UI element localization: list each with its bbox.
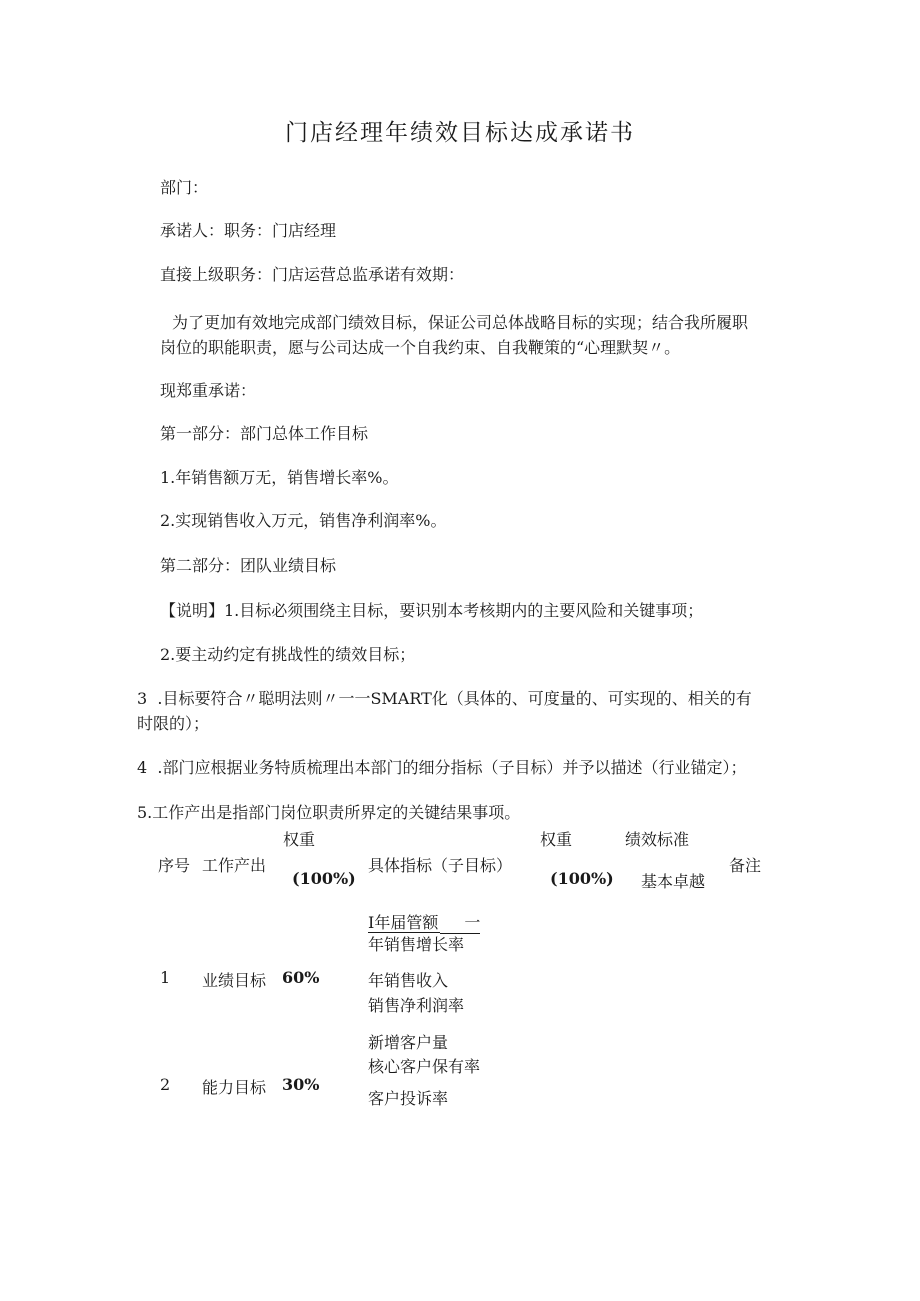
indicator-text: I年届管额 bbox=[368, 913, 439, 932]
indicator-cell: 新增客户量 bbox=[368, 1033, 449, 1052]
header-output: 工作产出 bbox=[202, 856, 267, 875]
row-output: 业绩目标 bbox=[202, 971, 267, 990]
indicator-cell bbox=[368, 910, 480, 934]
header-standard-top: 绩效标准 bbox=[625, 830, 690, 849]
note-item5: 5.工作产出是指部门岗位职责所界定的关键结果事项。 bbox=[137, 803, 521, 822]
note-item2: 2.要主动约定有挑战性的绩效目标； bbox=[160, 645, 416, 664]
part1-item2: 2.实现销售收入万元，销售净利润率%。 bbox=[160, 511, 447, 530]
indicator-cell: 销售净利润率 bbox=[368, 996, 465, 1015]
document-title: 门店经理年绩效目标达成承诺书 bbox=[285, 120, 635, 146]
row-output: 能力目标 bbox=[202, 1078, 267, 1097]
row-seq: 1 bbox=[160, 968, 171, 987]
header-weight2-top: 权重 bbox=[540, 830, 573, 849]
row-seq: 2 bbox=[160, 1075, 171, 1094]
promisor-line: 承诺人：职务：门店经理 bbox=[160, 221, 337, 240]
indicator-suffix: 一 bbox=[440, 910, 480, 934]
row-weight: 30% bbox=[282, 1075, 320, 1094]
note-item1: 【说明】1.目标必须围绕主目标，要识别本考核期内的主要风险和关键事项； bbox=[160, 601, 704, 620]
intro-paragraph-line1: 为了更加有效地完成部门绩效目标，保证公司总体战略目标的实现；结合我所履职 bbox=[172, 313, 749, 332]
header-remark: 备注 bbox=[729, 856, 762, 875]
part1-item1: 1.年销售额万无，销售增长率%。 bbox=[160, 468, 399, 487]
part1-heading: 第一部分：部门总体工作目标 bbox=[160, 424, 369, 443]
indicator-cell: 核心客户保有率 bbox=[368, 1057, 481, 1076]
header-standard-bottom: 基本卓越 bbox=[641, 872, 706, 891]
header-weight-top: 权重 bbox=[283, 830, 316, 849]
header-indicator: 具体指标（子目标） bbox=[368, 856, 513, 875]
department-label: 部门： bbox=[160, 178, 209, 197]
note-item3-line1: 3 .目标要符合〃聪明法则〃一一SMART化（具体的、可度量的、可实现的、相关的有 bbox=[137, 689, 752, 708]
intro-paragraph-line2: 岗位的职能职责，愿与公司达成一个自我约束、自我鞭策的“心理默契〃。 bbox=[160, 338, 681, 357]
pledge-heading: 现郑重承诺： bbox=[160, 381, 257, 400]
note-item3-line2: 时限的）； bbox=[137, 714, 210, 733]
part2-heading: 第二部分：团队业绩目标 bbox=[160, 556, 337, 575]
header-seq: 序号 bbox=[158, 856, 191, 875]
header-weight-bottom: (100%) bbox=[292, 869, 356, 888]
indicator-cell: 年销售收入 bbox=[368, 971, 449, 990]
indicator-cell: 年销售增长率 bbox=[368, 935, 465, 954]
row-weight: 60% bbox=[282, 968, 320, 987]
indicator-cell: 客户投诉率 bbox=[368, 1089, 449, 1108]
note-item4: 4 .部门应根据业务特质梳理出本部门的细分指标（子目标）并予以描述（行业锚定）； bbox=[137, 758, 747, 777]
superior-line: 直接上级职务：门店运营总监承诺有效期： bbox=[160, 265, 465, 284]
header-weight2-bottom: (100%) bbox=[550, 869, 614, 888]
